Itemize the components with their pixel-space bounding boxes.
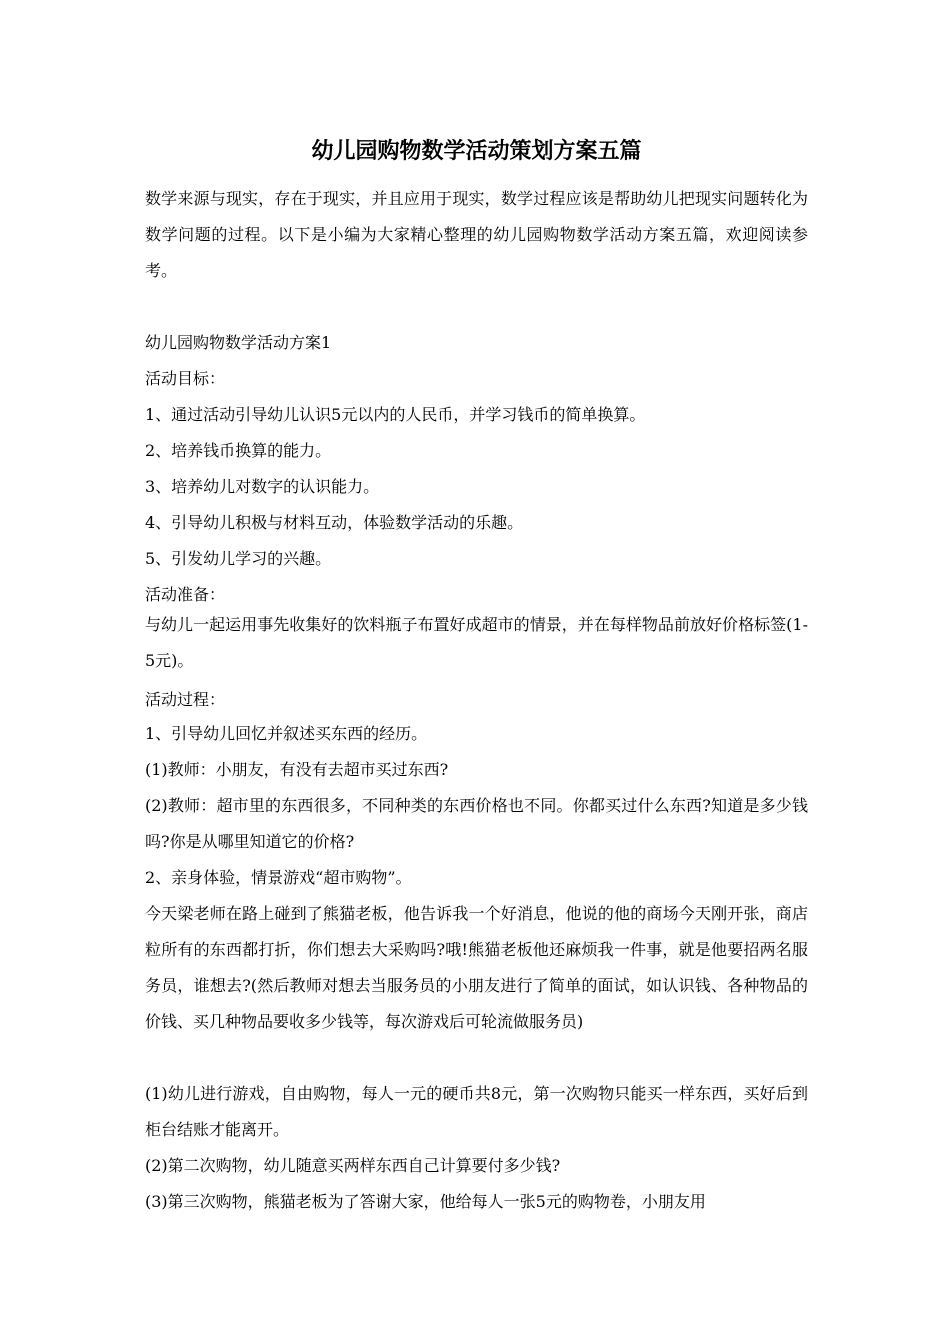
prep-paragraph: 与幼儿一起运用事先收集好的饮料瓶子布置好成超市的情景，并在每样物品前放好价格标签(1-5元)。 bbox=[145, 615, 808, 670]
goal-item: 4、引导幼儿积极与材料互动，体验数学活动的乐趣。 bbox=[145, 513, 524, 532]
section-heading: 幼儿园购物数学活动方案1 bbox=[145, 333, 332, 352]
intro-paragraph: 数学来源与现实，存在于现实，并且应用于现实，数学过程应该是帮助幼儿把现实问题转化为数学问题的过程。以下是小编为大家精心整理的幼儿园购物数学活动方案五篇，欢迎阅读参考。 bbox=[145, 189, 808, 280]
prep-heading: 活动准备： bbox=[145, 585, 226, 604]
process-step: 2、亲身体验，情景游戏“超市购物”。 bbox=[145, 868, 412, 887]
document-title: 幼儿园购物数学活动策划方案五篇 bbox=[311, 138, 642, 164]
goal-item: 5、引发幼儿学习的兴趣。 bbox=[145, 549, 332, 568]
goal-item: 3、培养幼儿对数字的认识能力。 bbox=[145, 477, 380, 496]
process-question: (2)教师：超市里的东西很多，不同种类的东西价格也不同。你都买过什么东西?知道是多少钱吗?你是从哪里知道它的价格? bbox=[145, 796, 808, 851]
goal-item: 2、培养钱币换算的能力。 bbox=[145, 441, 332, 460]
goal-item: 1、通过活动引导幼儿认识5元以内的人民币，并学习钱币的简单换算。 bbox=[145, 405, 646, 424]
game-item: (1)幼儿进行游戏，自由购物，每人一元的硬币共8元，第一次购物只能买一样东西，买好后到柜台结账才能离开。 bbox=[145, 1084, 808, 1139]
process-question: (1)教师：小朋友，有没有去超市买过东西? bbox=[145, 760, 449, 779]
story-paragraph: 今天梁老师在路上碰到了熊猫老板，他告诉我一个好消息，他说的他的商场今天刚开张，商店粒所有的东西都打折，你们想去大采购吗?哦!熊猫老板他还麻烦我一件事，就是他要招两名服务员，谁想去?(然后教师对想去当服务员的小朋友进行了简单的面试，如认识钱、各种物品的价钱、买几种物品要收多少钱等，每次游戏后可轮流做服务员) bbox=[145, 904, 808, 1031]
process-step: 1、引导幼儿回忆并叙述买东西的经历。 bbox=[145, 724, 428, 743]
goals-heading: 活动目标： bbox=[145, 369, 226, 388]
game-item: (3)第三次购物，熊猫老板为了答谢大家，他给每人一张5元的购物卷，小朋友用 bbox=[145, 1192, 706, 1211]
process-heading: 活动过程： bbox=[145, 690, 226, 709]
game-item: (2)第二次购物，幼儿随意买两样东西自己计算要付多少钱? bbox=[145, 1156, 561, 1175]
